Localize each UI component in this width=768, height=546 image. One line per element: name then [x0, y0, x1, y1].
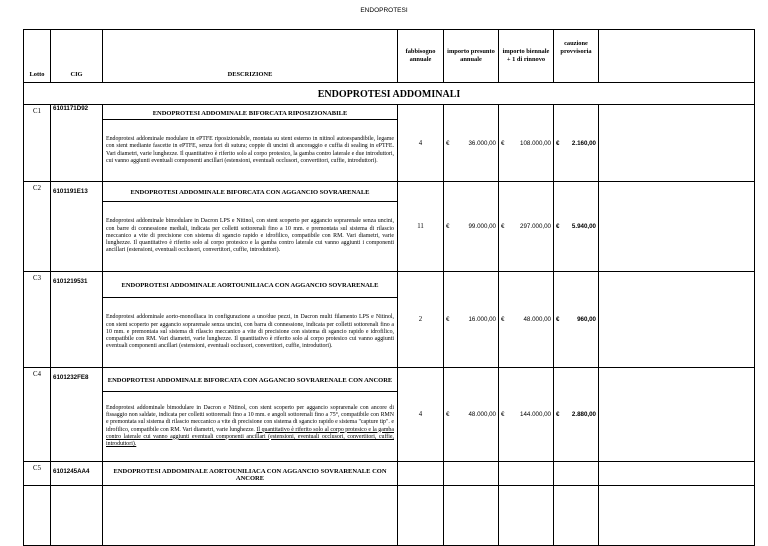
lot-title: ENDOPROTESI ADDOMINALE AORTOUNILIACA CON AGGANCIO SOVRARENALE CON ANCORE	[103, 462, 398, 486]
header-row	[24, 30, 755, 83]
currency-symbol: €	[556, 411, 560, 418]
lot-fabbisogno: 11	[398, 182, 444, 272]
currency-symbol: €	[446, 223, 450, 230]
lot-cig: 6101245AA4	[51, 462, 103, 486]
lot-blank	[103, 486, 398, 546]
lot-id: C4	[24, 368, 51, 462]
currency-symbol: €	[556, 223, 560, 230]
amount: 5.940,00	[571, 223, 596, 230]
lot-title: ENDOPROTESI ADDOMINALE BIFORCATA RIPOSIZIONABILE	[103, 105, 398, 120]
lot-fabbisogno: 4	[398, 105, 444, 182]
lots-table	[23, 29, 755, 105]
lot-blank	[599, 368, 755, 462]
lot-id: C5	[24, 462, 51, 486]
lot-blank	[24, 486, 51, 546]
lot-blank	[599, 486, 755, 546]
lot-id: C3	[24, 272, 51, 368]
lots-table-body	[23, 104, 755, 546]
amount: 99.000,00	[468, 223, 496, 230]
col-cauzione: cauzione provvisoria	[554, 30, 599, 83]
lot-importo-biennale	[499, 182, 554, 272]
currency-symbol: €	[501, 139, 505, 147]
currency-symbol: €	[556, 139, 560, 147]
lot-blank	[554, 486, 599, 546]
amount: 2.880,00	[571, 411, 596, 418]
currency-symbol: €	[446, 316, 450, 323]
amount: 36.000,00	[468, 139, 496, 147]
lot-blank	[398, 486, 444, 546]
lot-blank	[599, 182, 755, 272]
lot-blank	[444, 486, 499, 546]
col-importo-biennale: importo biennale + 1 di rinnovo	[499, 30, 554, 83]
lot-fabbisogno: 2	[398, 272, 444, 368]
amount: 960,00	[577, 316, 596, 323]
lot-cig: 6101219531	[51, 272, 103, 368]
lot-title-row	[24, 272, 755, 298]
amount: 2.160,00	[571, 139, 596, 147]
lot-importo-presunto	[444, 182, 499, 272]
lot-blank	[599, 272, 755, 368]
section-row	[24, 83, 755, 105]
currency-symbol: €	[556, 316, 560, 323]
amount: 16.000,00	[468, 316, 496, 323]
lot-blank	[599, 462, 755, 486]
lot-blank	[599, 105, 755, 182]
lot-blank	[499, 462, 554, 486]
col-descrizione: DESCRIZIONE	[103, 30, 398, 83]
lot-description	[103, 392, 398, 462]
currency-symbol: €	[446, 139, 450, 147]
lot-importo-biennale	[499, 105, 554, 182]
amount: 297.000,00	[520, 223, 551, 230]
lot-importo-presunto	[444, 368, 499, 462]
lot-cauzione	[554, 272, 599, 368]
lot-title: ENDOPROTESI ADDOMINALE BIFORCATA CON AGGANCIO SOVRARENALE CON ANCORE	[103, 368, 398, 392]
lot-cauzione	[554, 368, 599, 462]
lot-id: C2	[24, 182, 51, 272]
lot-title: ENDOPROTESI ADDOMINALE BIFORCATA CON AGGANCIO SOVRARENALE	[103, 182, 398, 202]
lot-importo-biennale	[499, 272, 554, 368]
lot-blank	[499, 486, 554, 546]
currency-symbol: €	[446, 411, 450, 418]
amount: 108.000,00	[520, 139, 551, 147]
lot-description: Endoprotesi addominale aorto-monoiliaca in configurazione a uno/due pezzi, in Dacron multi filamento LPS e Nitinol, con stent scoperto per aggancio soprarenale senza uncini, con barra di connessione, indicata per colletti sottorenali fino a 10 mm. e premontata sul sistema di rilascio meccanico a vite di precisione con sistema di sgancio rapido e idrofilico, compatibile con RM. Vari diametri, varie lunghezze. Il quantitativo è riferito solo al corpo protesico cui vanno aggiunti eventuali componenti ancillari (estensioni, eventuali occlusori, convertitori, cuffie, introduttori).	[103, 298, 398, 368]
lot-title-row	[24, 368, 755, 392]
lot-importo-presunto	[444, 272, 499, 368]
lot-description-text: Endoprotesi addominale bimodulare in Dacron e Nitinol, con stent scoperto per aggancio soprarenale con ancore di fissaggio non saldate, indicata per colletti sottorenali fino a 10 mm. e angoli sottorenali fino a 75°, compatibile con RMN e premontata sul sistema di rilascio meccanico a vite di precisione con sistema di sgancio rapido e sistema "capture tip". e idrofilico, compatibile con RM. Vari diametri, varie lunghezze.	[106, 404, 394, 433]
lot-blank	[444, 462, 499, 486]
currency-symbol: €	[501, 316, 505, 323]
col-lotto: Lotto	[24, 30, 51, 83]
section-title: ENDOPROTESI ADDOMINALI	[24, 83, 755, 105]
lot-fabbisogno: 4	[398, 368, 444, 462]
lot-detail-row	[24, 486, 755, 546]
col-importo-presunto: importo presunto annuale	[444, 30, 499, 83]
lot-title: ENDOPROTESI ADDOMINALE AORTOUNILIACA CON AGGANCIO SOVRARENALE	[103, 272, 398, 298]
lot-description: Endoprotesi addominale modulare in ePTFE riposizionabile, montata su stent esterno in nitinol autoespandibile, legame con stent mediante fascette in ePTFE, senza fori di sutura; coppie di uncini di ancoraggio e cuffia di sealing in ePTFE. Vari diametri, varie lunghezze. Il quantitativo è riferito solo al corpo protesico, la gamba contro laterale e due introduttori, cui vanno aggiunti eventuali componenti ancillari (estensioni, eventuali occlusori, convertitori, cuffie, introduttori).	[103, 120, 398, 182]
lot-importo-biennale	[499, 368, 554, 462]
lot-blank	[398, 462, 444, 486]
lot-title-row	[24, 182, 755, 202]
col-blank	[599, 30, 755, 83]
lot-cauzione	[554, 182, 599, 272]
currency-symbol: €	[501, 223, 505, 230]
lot-title-row	[24, 462, 755, 486]
lot-id: C1	[24, 105, 51, 182]
currency-symbol: €	[501, 411, 505, 418]
col-cig: CIG	[51, 30, 103, 83]
amount: 144.000,00	[520, 411, 551, 418]
amount: 48.000,00	[523, 316, 551, 323]
lot-description: Endoprotesi addominale bimodulare in Dacron LPS e Nitinol, con stent scoperto per aggancio soprarenale senza uncini, con barre di connessione mediali, indicata per colletti sottorenali fino a 10 mm. e premontata sul sistema di rilascio meccanico a vite di precisione con sistema di sgancio rapido e idrofilico, compatibile con RM. Vari diametri, varie lunghezze. Il quantitativo è riferito solo al corpo protesico e la gamba contro laterale cui vanno aggiunti i componenti ancillari (estensioni, eventuali occlusori, convertitori, cuffie, introduttori).	[103, 202, 398, 272]
amount: 48.000,00	[468, 411, 496, 418]
lot-cig: 6101232FE8	[51, 368, 103, 462]
page-header: ENDOPROTESI	[360, 7, 408, 14]
lot-title-row	[24, 105, 755, 120]
lot-cauzione	[554, 105, 599, 182]
lot-blank	[554, 462, 599, 486]
lot-cig: 6101171D92	[51, 105, 103, 182]
lot-blank	[51, 486, 103, 546]
lot-importo-presunto	[444, 105, 499, 182]
lot-cig: 6101191E13	[51, 182, 103, 272]
lot-description-underlined: Il quantitativo è riferito solo al corpo protesico e la gamba contro laterale cui vanno aggiunti eventuali componenti ancillari (estensioni, eventuali occlusori, convertitori, cuffie, introduttori).	[106, 426, 394, 447]
col-fabbisogno: fabbisogno annuale	[398, 30, 444, 83]
